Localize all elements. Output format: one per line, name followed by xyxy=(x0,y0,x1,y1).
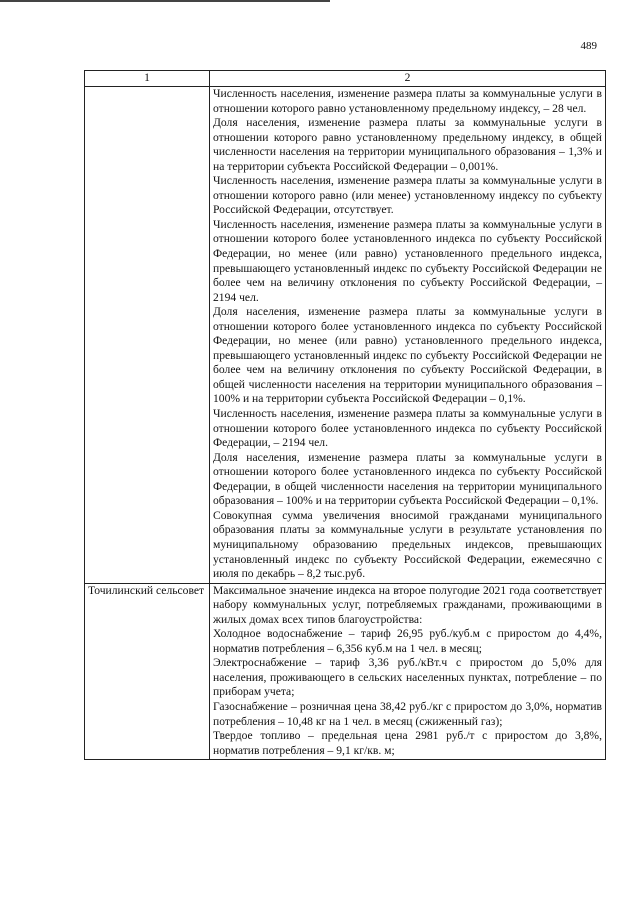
paragraph: Электроснабжение – тариф 3,36 руб./кВт.ч с приростом до 5,0% для населения, проживающего в сельских населенных пунктах, потребление – по приборам учета; xyxy=(213,656,602,699)
municipality-cell xyxy=(85,87,210,584)
paragraph: Численность населения, изменение размера платы за коммунальные услуги в отношении которого более установленного индекса по субъекту Российской Федерации, – 2194 чел. xyxy=(213,407,602,450)
paragraph: Доля населения, изменение размера платы за коммунальные услуги в отношении которого равно установленному предельному индексу, в общей численности населения на территории муниципального образования – 1,3% и на территории субъекта Российской Федерации – 0,001%. xyxy=(213,116,602,173)
paragraph: Холодное водоснабжение – тариф 26,95 руб./куб.м с приростом до 4,4%, норматив потребления – 6,356 куб.м на 1 чел. в месяц; xyxy=(213,627,602,655)
paragraph: Максимальное значение индекса на второе полугодие 2021 года соответствует набору коммунальных услуг, потребляемых гражданами, проживающими в жилых домах всех типов благоустройства: xyxy=(213,583,602,626)
paragraph: Численность населения, изменение размера платы за коммунальные услуги в отношении которого равно установленному предельному индексу, – 28 чел. xyxy=(213,87,602,115)
paragraph: Численность населения, изменение размера платы за коммунальные услуги в отношении которого равно (или менее) установленному индексу по субъекту Российской Федерации, отсутствует. xyxy=(213,174,602,217)
paragraph: Совокупная сумма увеличения вносимой гражданами муниципального образования платы за коммунальные услуги в результате установления по муниципальному образованию предельных индексов, превышающих установленный индекс по субъекту Российской Федерации, ежемесячно с июля по декабрь – 8,2 тыс.руб. xyxy=(213,508,602,581)
paragraph: Газоснабжение – розничная цена 38,42 руб./кг с приростом до 3,0%, норматив потребления – 10,48 кг на 1 чел. в месяц (сжиженный газ); xyxy=(213,699,602,728)
paragraph: Доля населения, изменение размера платы за коммунальные услуги в отношении которого более установленного индекса по субъекту Российской Федерации, но менее (или равно) установленного предельного индекса, превышающего установленный индекс по субъекту Российской Федерации не более чем на величину отклонения по субъекту Российской Федерации, в общей численности населения на территории муниципального образования – 100% и на территории субъекта Российской Федерации – 0,1%. xyxy=(213,305,602,406)
paragraph: Доля населения, изменение размера платы за коммунальные услуги в отношении которого более установленного индекса по субъекту Российской Федерации, в общей численности населения на территории муниципального образования – 100% и на территории субъекта Российской Федерации – 0,1%. xyxy=(213,450,602,508)
paragraph: Твердое топливо – предельная цена 2981 руб./т с приростом до 3,8%, норматив потребления – 9,1 кг/кв. м; xyxy=(213,729,602,757)
table-header-row xyxy=(85,71,606,87)
top-rule xyxy=(0,0,330,2)
table-row xyxy=(85,583,606,760)
municipality-cell xyxy=(85,583,210,760)
document-table xyxy=(84,70,606,760)
column-number-1: 1 xyxy=(85,71,210,87)
table-row xyxy=(85,87,606,584)
municipality-name: Точилинский сельсовет xyxy=(88,583,205,597)
page-number: 489 xyxy=(580,40,597,52)
paragraph: Численность населения, изменение размера платы за коммунальные услуги в отношении которого более установленного индекса по субъекту Российской Федерации, но менее (или равно) установленного предельного индекса, превышающего установленный индекс по субъекту Российской Федерации не более чем на величину отклонения по субъекту Российской Федерации, – 2194 чел. xyxy=(213,217,602,304)
description-cell xyxy=(210,87,606,584)
description-cell xyxy=(210,583,606,760)
column-number-2: 2 xyxy=(210,71,606,87)
